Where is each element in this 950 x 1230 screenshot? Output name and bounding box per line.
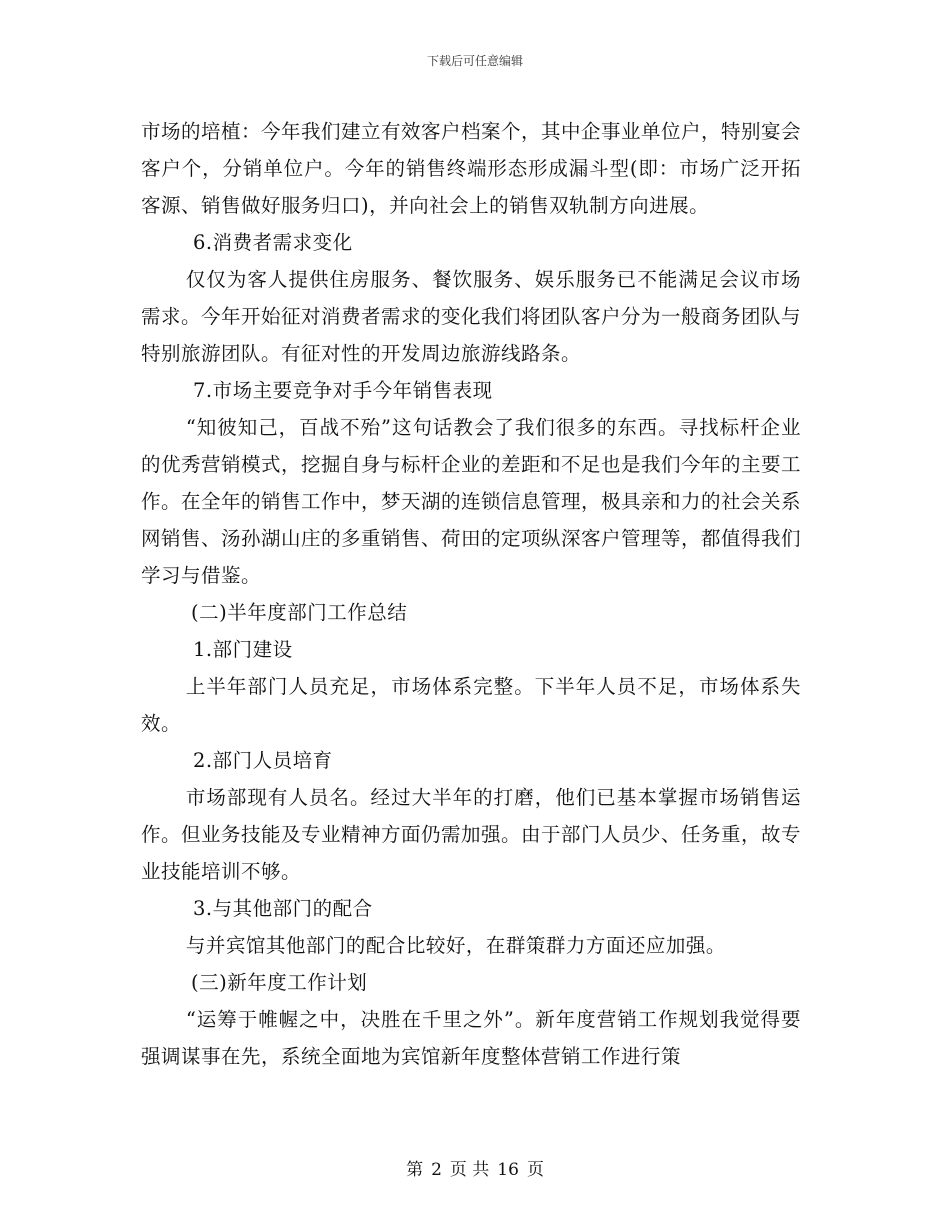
paragraph-consumer-demand: 仅仅为客人提供住房服务、餐饮服务、娱乐服务已不能满足会议市场需求。今年开始征对消费者需求的变化我们将团队客户分为一般商务团队与特别旅游团队。有征对性的开发周边旅游线路条。 <box>141 268 802 365</box>
paragraph-staff-training: 市场部现有人员名。经过大半年的打磨，他们已基本掌握市场销售运作。但业务技能及专业精神方面仍需加强。由于部门人员少、任务重，故专业技能培训不够。 <box>141 786 802 883</box>
page-footer <box>0 1155 950 1180</box>
heading-consumer-demand: 6.消费者需求变化 <box>193 231 353 254</box>
footer-mid: 页 共 <box>449 1160 490 1180</box>
heading-staff-training: 2.部门人员培育 <box>193 749 333 772</box>
footer-page-number: 2 <box>431 1160 442 1180</box>
heading-competitors: 7.市场主要竞争对手今年销售表现 <box>193 379 493 402</box>
footer-prefix: 第 <box>406 1160 424 1180</box>
page-header: 下载后可任意编辑 <box>426 54 523 68</box>
paragraph-new-year-plan: “运筹于帷幄之中，决胜在千里之外”。新年度营销工作规划我觉得要强调谋事在先，系统全面地为宾馆新年度整体营销工作进行策 <box>141 1008 801 1068</box>
heading-cooperation: 3.与其他部门的配合 <box>193 897 373 920</box>
paragraph-competitors: “知彼知己，百战不殆”这句话教会了我们很多的东西。寻找标杆企业的优秀营销模式，挖掘自身与标杆企业的差距和不足也是我们今年的主要工作。在全年的销售工作中，梦天湖的连锁信息管理，极具亲和力的社会关系网销售、汤孙湖山庄的多重销售、荷田的定项纵深客户管理等，都值得我们学习与借鉴。 <box>141 416 802 587</box>
paragraph-department-building: 上半年部门人员充足，市场体系完整。下半年人员不足，市场体系失效。 <box>141 675 801 735</box>
footer-suffix: 页 <box>526 1160 544 1180</box>
document-body <box>141 113 801 1075</box>
paragraph-cooperation: 与并宾馆其他部门的配合比较好，在群策群力方面还应加强。 <box>185 934 726 957</box>
paragraph-market-cultivation: 市场的培植：今年我们建立有效客户档案个，其中企事业单位户，特别宴会客户个，分销单位户。今年的销售终端形态形成漏斗型(即：市场广泛开拓客源、销售做好服务归口)，并向社会上的销售双轨制方向进展。 <box>141 120 802 217</box>
footer-total-pages: 16 <box>497 1160 519 1180</box>
heading-new-year-plan: (三)新年度工作计划 <box>191 971 368 994</box>
heading-half-year-summary: (二)半年度部门工作总结 <box>191 601 408 624</box>
heading-department-building: 1.部门建设 <box>193 638 293 661</box>
